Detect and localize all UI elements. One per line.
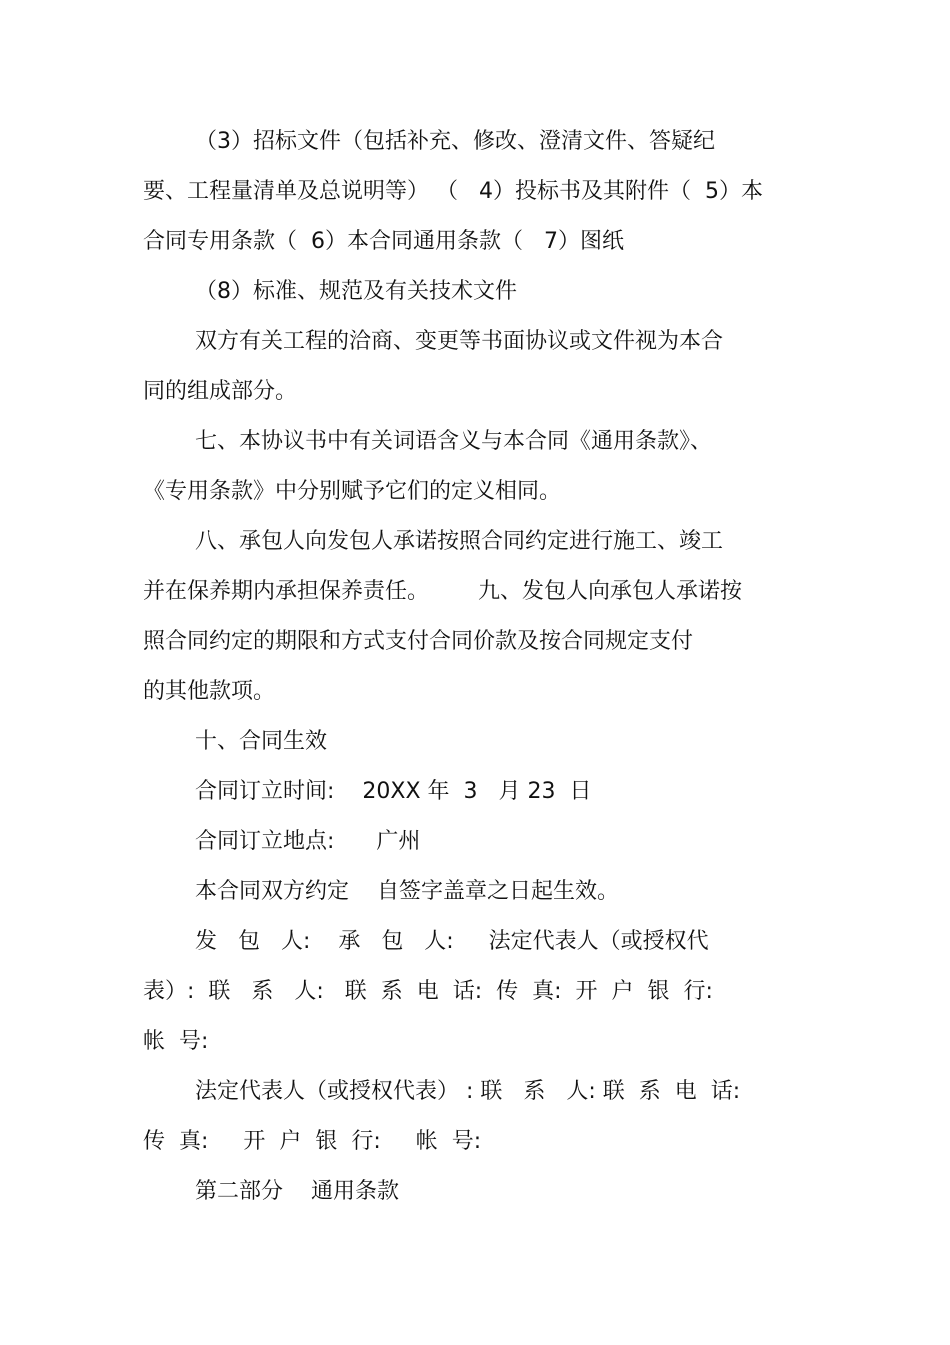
paragraph-line: （8）标准、规范及有关技术文件	[195, 279, 517, 304]
paragraph-line: 八、承包人向发包人承诺按照合同约定进行施工、竣工	[195, 529, 724, 554]
paragraph-line: 的其他款项。	[143, 679, 276, 704]
signature-fields-line: 法定代表人（或授权代表） : 联 系 人: 联 系 电 话:	[195, 1079, 741, 1104]
paragraph-line: 照合同约定的期限和方式支付合同价款及按合同规定支付	[143, 629, 694, 654]
paragraph-line: 要、工程量清单及总说明等） （ 4）投标书及其附件（ 5）本	[143, 179, 763, 204]
paragraph-line: 本合同双方约定 自签字盖章之日起生效。	[195, 879, 619, 904]
contract-place-line: 合同订立地点: 广州	[195, 829, 421, 854]
signature-fields-line: 表）: 联 系 人: 联 系 电 话: 传 真: 开 户 银 行:	[143, 979, 713, 1004]
signature-fields-line: 帐 号:	[143, 1029, 209, 1054]
paragraph-line: 同的组成部分。	[143, 379, 298, 404]
paragraph-line: 七、本协议书中有关词语含义与本合同《通用条款》、	[195, 429, 713, 454]
paragraph-line: 《专用条款》中分别赋予它们的定义相同。	[143, 479, 562, 504]
paragraph-line: （3）招标文件（包括补充、修改、澄清文件、答疑纪	[195, 129, 715, 154]
part-heading: 第二部分 通用条款	[195, 1179, 399, 1204]
signature-fields-line: 传 真: 开 户 银 行: 帐 号:	[143, 1129, 482, 1154]
paragraph-line: 并在保养期内承担保养责任。 九、发包人向承包人承诺按	[143, 579, 742, 604]
paragraph-line: 双方有关工程的洽商、变更等书面协议或文件视为本合	[195, 329, 724, 354]
paragraph-line: 合同专用条款（ 6）本合同通用条款（ 7）图纸	[143, 229, 624, 254]
section-heading: 十、合同生效	[195, 729, 328, 754]
contract-date-line: 合同订立时间: 20XX 年 3 月 23 日	[195, 779, 592, 804]
signature-fields-line: 发 包 人: 承 包 人: 法定代表人（或授权代	[195, 929, 709, 954]
